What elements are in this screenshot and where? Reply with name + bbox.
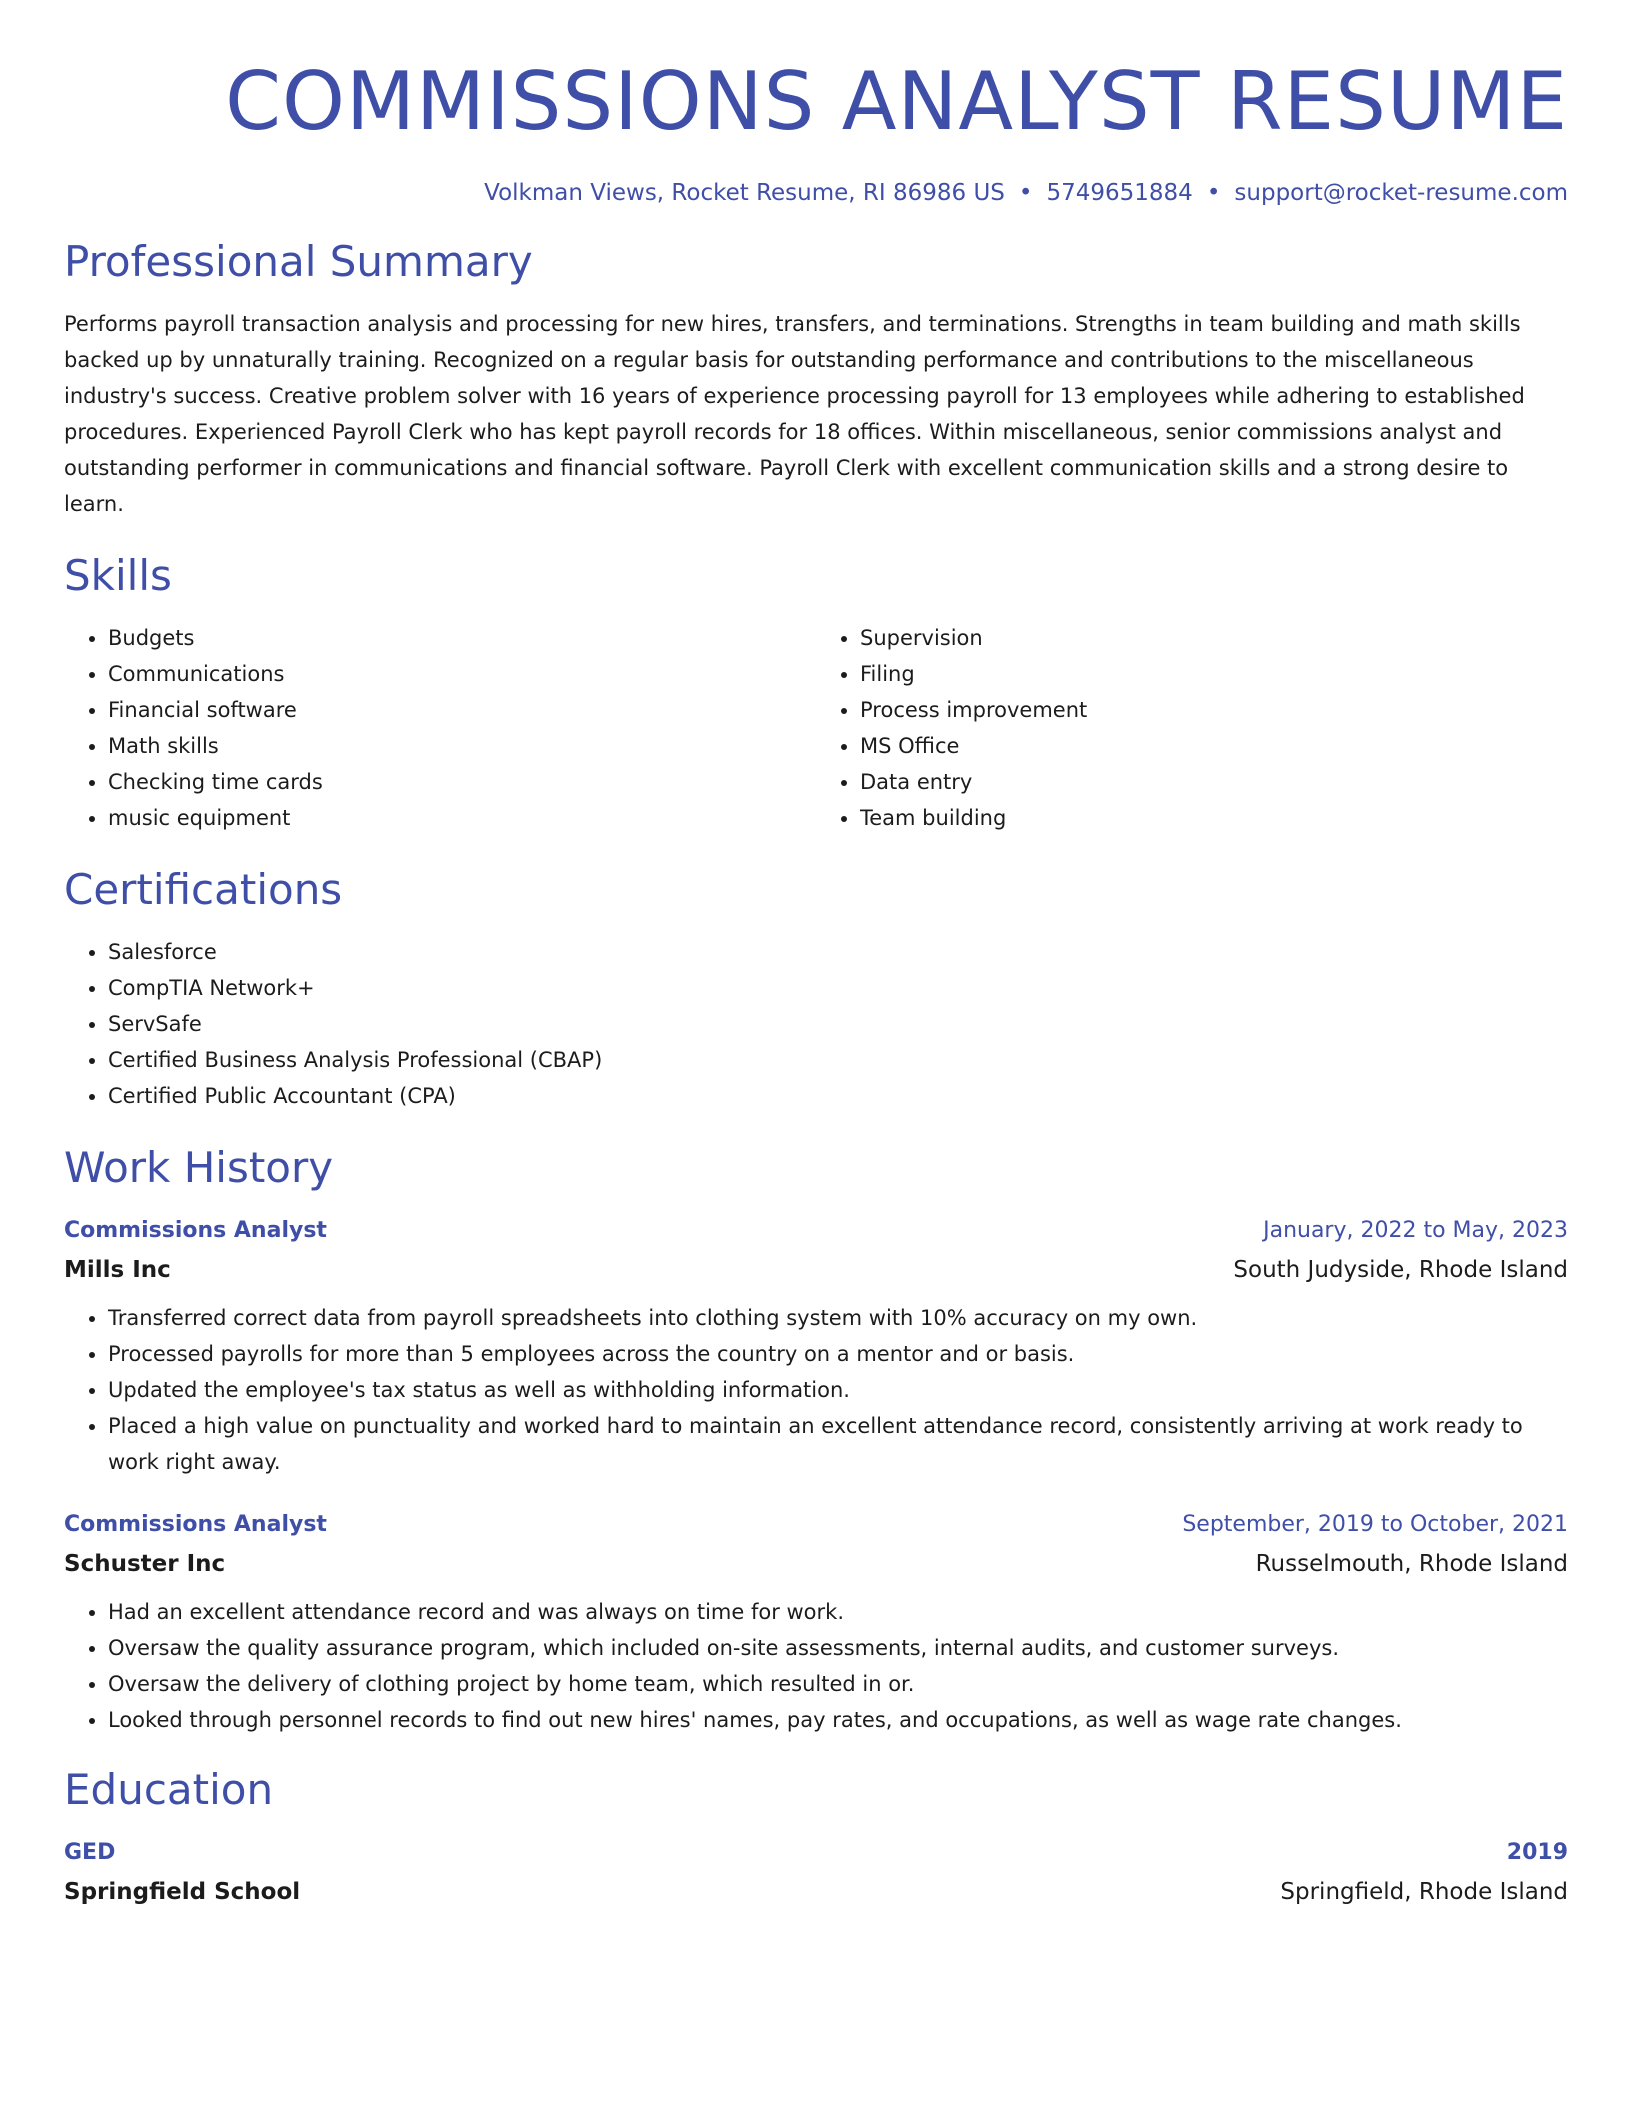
skill-item: • Process improvement: [860, 692, 1568, 728]
skill-item: • Budgets: [108, 620, 816, 656]
skills-columns: [64, 620, 1568, 836]
job-bullet: • Oversaw the delivery of clothing project by home team, which resulted in or.: [108, 1666, 1568, 1702]
certification-item: • Salesforce: [108, 934, 1568, 970]
education-location: Springfield, Rhode Island: [1280, 1879, 1568, 1905]
skills-section: [64, 550, 1568, 836]
education-degree-row: [64, 1834, 1568, 1872]
job-bullet: • Looked through personnel records to find out new hires' names, pay rates, and occupations, as well as wage rate changes.: [108, 1702, 1568, 1738]
separator-dot: •: [1018, 180, 1033, 206]
skill-item: • Financial software: [108, 692, 816, 728]
contact-line: [64, 180, 1568, 206]
certification-item: • Certified Public Accountant (CPA): [108, 1078, 1568, 1114]
education-degree: GED: [64, 1840, 116, 1865]
certification-item: • Certified Business Analysis Professional (CBAP): [108, 1042, 1568, 1078]
address: Volkman Views, Rocket Resume, RI 86986 US: [484, 180, 1005, 206]
job-bullet: • Had an excellent attendance record and was always on time for work.: [108, 1594, 1568, 1630]
work-history-section: [64, 1142, 1568, 1738]
job-bullets: [64, 1594, 1568, 1738]
skill-item: • Supervision: [860, 620, 1568, 656]
job-company: Mills Inc: [64, 1257, 171, 1283]
job-title-row: [64, 1212, 1568, 1250]
certifications-section: [64, 864, 1568, 1114]
section-title-work-history: Work History: [64, 1143, 334, 1192]
skill-item: • Math skills: [108, 728, 816, 764]
education-year: 2019: [1506, 1840, 1568, 1865]
job-entry: [64, 1506, 1568, 1738]
summary-section: [64, 236, 1568, 522]
skill-item: • MS Office: [860, 728, 1568, 764]
skills-list-right: [816, 620, 1568, 836]
certification-item: • ServSafe: [108, 1006, 1568, 1042]
skill-item: • Checking time cards: [108, 764, 816, 800]
job-title-row: [64, 1506, 1568, 1544]
job-entry: [64, 1212, 1568, 1480]
job-location: South Judyside, Rhode Island: [1233, 1257, 1568, 1283]
job-dates: January, 2022 to May, 2023: [1263, 1218, 1568, 1243]
job-company: Schuster Inc: [64, 1551, 226, 1577]
separator-dot: •: [1206, 180, 1221, 206]
phone: 5749651884: [1046, 180, 1193, 206]
education-school-row: [64, 1872, 1568, 1912]
skill-item: • Filing: [860, 656, 1568, 692]
summary-text: Performs payroll transaction analysis and processing for new hires, transfers, and terminations. Strengths in team building and math skills backed up by unnaturally training. Recognized on a regular basis for outstanding performance and contributions to the miscellaneous industry's success. Creative problem solver with 16 years of experience processing payroll for 13 employees while adhering to established procedures. Experienced Payroll Clerk who has kept payroll records for 18 offices. Within miscellaneous, senior commissions analyst and outstanding performer in communications and financial software. Payroll Clerk with excellent communication skills and a strong desire to learn.: [64, 312, 1525, 516]
job-bullet: • Transferred correct data from payroll spreadsheets into clothing system with 10% accuracy on my own.: [108, 1300, 1568, 1336]
skills-list-left: [64, 620, 816, 836]
job-dates: September, 2019 to October, 2021: [1182, 1512, 1568, 1537]
section-title-education: Education: [64, 1765, 274, 1814]
email-link[interactable]: support@rocket-resume.com: [1234, 180, 1568, 206]
resume-header: [64, 0, 1568, 206]
section-title-summary: Professional Summary: [64, 237, 533, 286]
section-title-skills: Skills: [64, 551, 172, 600]
job-bullet: • Oversaw the quality assurance program, which included on-site assessments, internal audits, and customer surveys.: [108, 1630, 1568, 1666]
job-bullets: [64, 1300, 1568, 1480]
skill-item: • music equipment: [108, 800, 816, 836]
job-bullet: • Updated the employee's tax status as well as withholding information.: [108, 1372, 1568, 1408]
resume-name: COMMISSIONS ANALYST RESUME: [225, 55, 1568, 148]
skill-item: • Communications: [108, 656, 816, 692]
skill-item: • Data entry: [860, 764, 1568, 800]
job-company-row: [64, 1544, 1568, 1584]
job-company-row: [64, 1250, 1568, 1290]
job-location: Russelmouth, Rhode Island: [1255, 1551, 1568, 1577]
certification-item: • CompTIA Network+: [108, 970, 1568, 1006]
certifications-list: [64, 934, 1568, 1114]
skill-item: • Team building: [860, 800, 1568, 836]
education-section: [64, 1764, 1568, 1912]
job-bullet: • Processed payrolls for more than 5 employees across the country on a mentor and or basis.: [108, 1336, 1568, 1372]
job-title: Commissions Analyst: [64, 1512, 327, 1537]
section-title-certifications: Certifications: [64, 865, 343, 914]
education-school: Springfield School: [64, 1879, 301, 1905]
job-title: Commissions Analyst: [64, 1218, 327, 1243]
job-bullet: • Placed a high value on punctuality and worked hard to maintain an excellent attendance record, consistently arriving at work ready to work right away.: [108, 1408, 1568, 1480]
